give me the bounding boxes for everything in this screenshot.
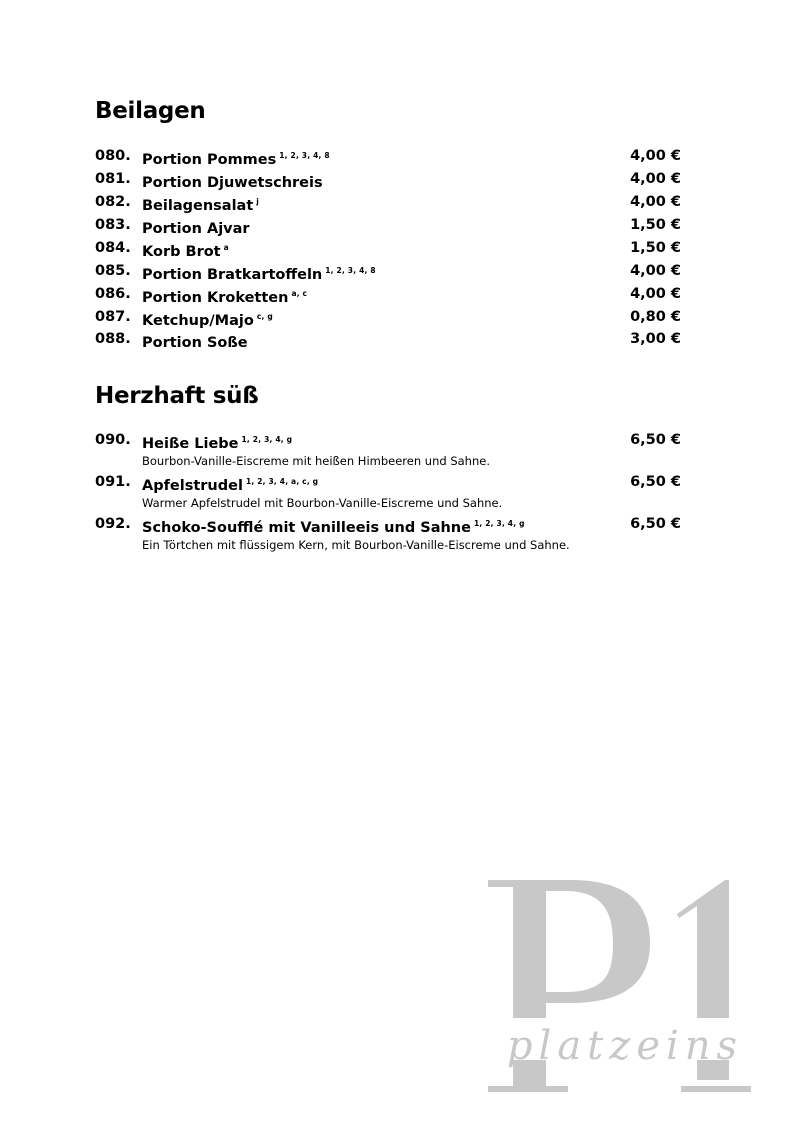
item-number: 085. — [95, 263, 131, 279]
platzeins-logo — [485, 868, 760, 1098]
menu-item — [95, 283, 681, 305]
item-name: Schoko-Soufflé mit Vanilleeis und Sahne — [142, 520, 471, 536]
item-allergens: 1, 2, 3, 4, 8 — [279, 151, 330, 160]
item-allergens: c, g — [256, 312, 273, 321]
menu-item — [95, 191, 681, 213]
item-description: Ein Törtchen mit flüssigem Kern, mit Bourbon-Vanille-Eiscreme und Sahne. — [142, 538, 570, 552]
menu-item — [95, 168, 681, 190]
item-number: 092. — [95, 516, 131, 532]
item-name-wrapper — [142, 429, 292, 455]
item-number: 088. — [95, 331, 131, 347]
item-name: Portion Ajvar — [142, 221, 250, 237]
item-price: 3,00 € — [630, 331, 681, 347]
item-number: 083. — [95, 217, 131, 233]
item-name: Beilagensalat — [142, 198, 254, 214]
item-name-wrapper — [142, 513, 525, 539]
item-number: 086. — [95, 286, 131, 302]
item-name: Apfelstrudel — [142, 478, 243, 494]
menu-item — [95, 237, 681, 259]
item-allergens: 1, 2, 3, 4, 8 — [325, 266, 376, 275]
item-name: Ketchup/Majo — [142, 313, 254, 329]
item-name: Portion Djuwetschreis — [142, 175, 323, 191]
item-name: Portion Bratkartoffeln — [142, 267, 323, 283]
item-allergens: 1, 2, 3, 4, a, c, g — [245, 477, 319, 486]
item-name: Heiße Liebe — [142, 436, 239, 452]
item-price: 4,00 € — [630, 194, 681, 210]
item-price: 6,50 € — [630, 432, 681, 448]
item-description: Bourbon-Vanille-Eiscreme mit heißen Himbeeren und Sahne. — [142, 454, 490, 468]
section-title-herzhaft-suess: Herzhaft süß — [95, 383, 259, 409]
logo-wordmark: platzeins — [506, 1023, 744, 1069]
item-description: Warmer Apfelstrudel mit Bourbon-Vanille-Eiscreme und Sahne. — [142, 496, 503, 510]
item-price: 4,00 € — [630, 286, 681, 302]
item-number: 081. — [95, 171, 131, 187]
item-price: 1,50 € — [630, 240, 681, 256]
item-number: 087. — [95, 309, 131, 325]
item-name: Portion Pommes — [142, 152, 277, 168]
item-allergens: 1, 2, 3, 4, g — [473, 519, 525, 528]
menu-item — [95, 306, 681, 328]
item-price: 4,00 € — [630, 263, 681, 279]
item-name: Korb Brot — [142, 244, 221, 260]
item-price: 4,00 € — [630, 171, 681, 187]
item-number: 082. — [95, 194, 131, 210]
item-name-wrapper — [142, 471, 318, 497]
item-price: 4,00 € — [630, 148, 681, 164]
item-allergens: j — [256, 197, 260, 206]
menu-item — [95, 471, 681, 493]
item-price: 0,80 € — [630, 309, 681, 325]
menu-item — [95, 260, 681, 282]
item-allergens: 1, 2, 3, 4, g — [241, 435, 293, 444]
menu-item — [95, 429, 681, 451]
item-number: 084. — [95, 240, 131, 256]
item-price: 6,50 € — [630, 474, 681, 490]
section-title-beilagen: Beilagen — [95, 98, 206, 124]
item-price: 1,50 € — [630, 217, 681, 233]
item-allergens: a, c — [291, 289, 308, 298]
item-name: Portion Kroketten — [142, 290, 289, 306]
item-name: Portion Soße — [142, 335, 248, 351]
item-number: 080. — [95, 148, 131, 164]
item-price: 6,50 € — [630, 516, 681, 532]
menu-item — [95, 214, 681, 236]
item-allergens: a — [223, 243, 229, 252]
item-number: 091. — [95, 474, 131, 490]
menu-item — [95, 328, 681, 350]
menu-item — [95, 513, 681, 535]
item-number: 090. — [95, 432, 131, 448]
menu-item — [95, 145, 681, 167]
item-name-wrapper — [142, 328, 251, 354]
